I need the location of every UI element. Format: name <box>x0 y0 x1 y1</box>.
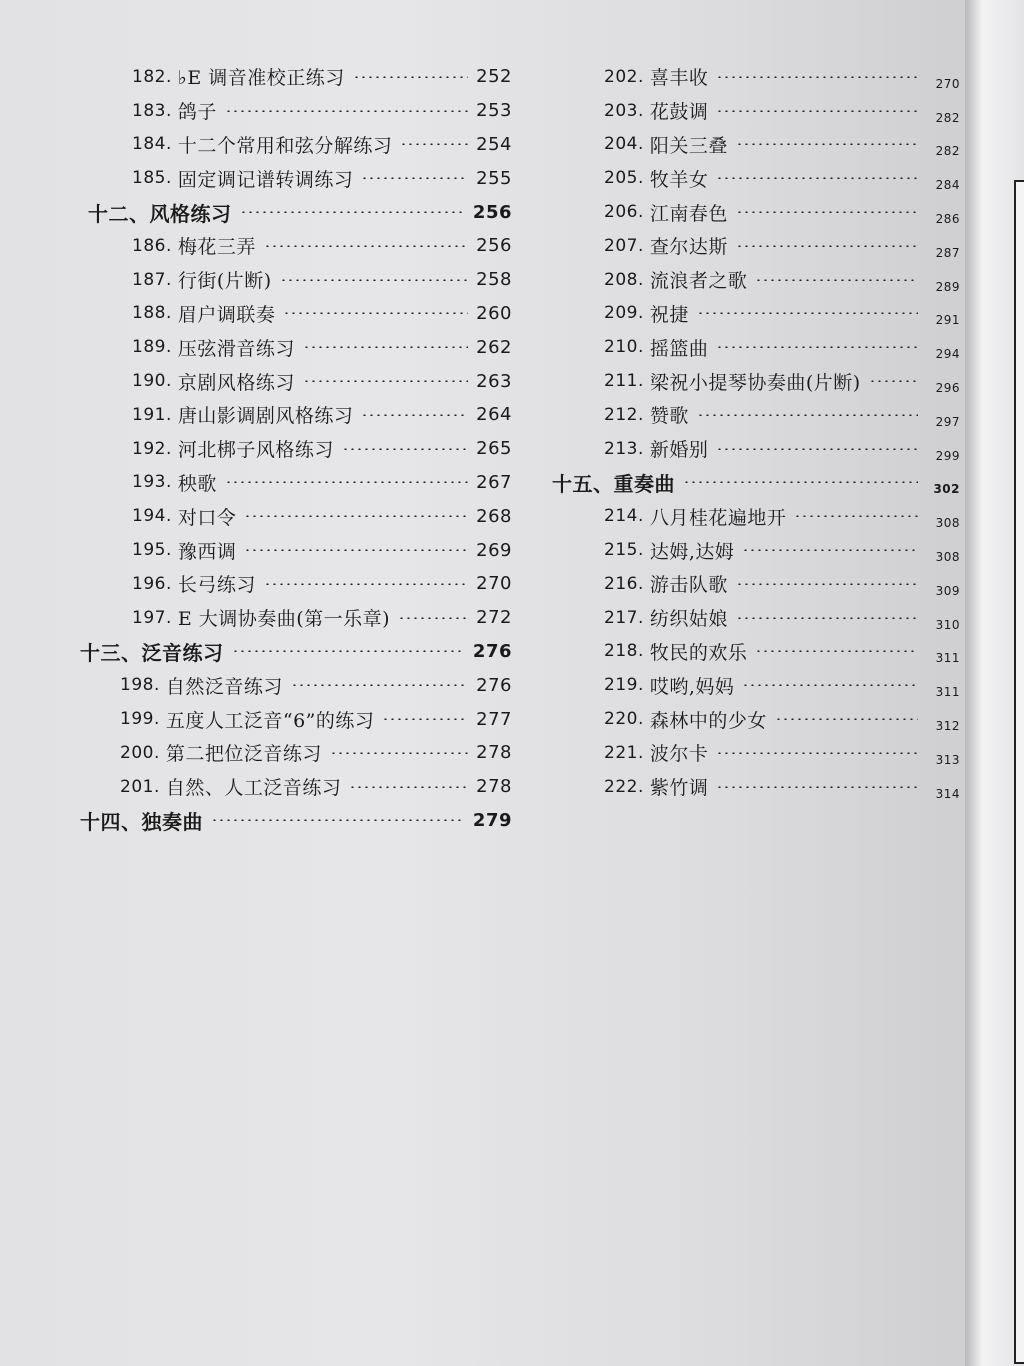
page-number: 264 <box>476 404 512 426</box>
dot-leader <box>736 583 918 585</box>
dot-leader <box>742 549 918 551</box>
entry-title: 长弓练习 <box>177 574 256 597</box>
page-number: 278 <box>476 742 512 764</box>
toc-entry <box>552 770 960 804</box>
page-number: 256 <box>476 235 512 257</box>
dot-leader <box>240 211 465 213</box>
dot-leader <box>303 346 468 348</box>
page-number: 253 <box>476 100 512 122</box>
dot-leader <box>211 819 465 821</box>
entry-title: 纺织姑娘 <box>649 608 728 631</box>
entry-number: 198. <box>120 675 160 696</box>
toc-entry <box>552 432 960 466</box>
entry-number: 191. <box>132 404 172 425</box>
entry-title: 游击队歌 <box>649 574 728 597</box>
entry-number: 183. <box>132 100 172 121</box>
page-number: 296 <box>935 381 960 396</box>
entry-number: 210. <box>604 337 644 358</box>
dot-leader <box>755 650 918 652</box>
dot-leader <box>244 549 468 551</box>
page-number: 276 <box>472 640 512 662</box>
entry-number: 209. <box>604 303 644 324</box>
toc-entry <box>80 736 512 770</box>
toc-entry <box>552 364 960 398</box>
entry-title: 查尔达斯 <box>649 236 728 259</box>
toc-entry <box>552 94 960 128</box>
entry-title: 行街(片断) <box>177 270 272 293</box>
dot-leader <box>794 515 918 517</box>
entry-title: 自然泛音练习 <box>165 675 283 698</box>
entry-title: 紫竹调 <box>649 777 709 800</box>
dot-leader <box>244 515 468 517</box>
page-number: 289 <box>935 279 960 294</box>
entry-title: 牧羊女 <box>649 168 709 191</box>
entry-number: 200. <box>120 742 160 763</box>
toc-entry <box>80 499 512 533</box>
entry-number: 204. <box>604 134 644 155</box>
dot-leader <box>697 312 918 314</box>
entry-title: 眉户调联奏 <box>177 303 276 326</box>
entry-title: 秧歌 <box>177 472 217 495</box>
page-number: 276 <box>476 674 512 696</box>
toc-section-heading <box>80 804 512 838</box>
page-number: 299 <box>935 448 960 463</box>
entry-title: ♭E 调音准校正练习 <box>177 67 345 90</box>
entry-title: 牧民的欢乐 <box>649 641 748 664</box>
entry-title: 十二个常用和弦分解练习 <box>177 134 393 157</box>
page-number: 282 <box>935 110 960 125</box>
page-number: 270 <box>935 76 960 91</box>
dot-leader <box>264 583 468 585</box>
entry-title: 阳关三叠 <box>649 134 728 157</box>
toc-entry <box>552 736 960 770</box>
entry-title: 第二把位泛音练习 <box>165 743 322 766</box>
page-number: 287 <box>935 245 960 260</box>
toc-entry <box>552 128 960 162</box>
entry-title: 梁祝小提琴协奏曲(片断) <box>649 371 861 394</box>
toc-entry <box>80 161 512 195</box>
entry-number: 194. <box>132 506 172 527</box>
dot-leader <box>775 718 918 720</box>
dot-leader <box>869 380 918 382</box>
toc-entry <box>552 702 960 736</box>
entry-title: 自然、人工泛音练习 <box>165 777 342 800</box>
entry-title: 摇篮曲 <box>649 337 709 360</box>
dot-leader <box>697 414 918 416</box>
toc-entry <box>552 398 960 432</box>
page-number: 294 <box>935 347 960 362</box>
entry-number: 217. <box>604 607 644 628</box>
dot-leader <box>716 752 918 754</box>
dot-leader <box>716 346 918 348</box>
entry-number: 206. <box>604 202 644 223</box>
entry-title: 流浪者之歌 <box>649 270 748 293</box>
page-number: 252 <box>476 66 512 88</box>
toc-entry <box>80 567 512 601</box>
entry-number: 208. <box>604 269 644 290</box>
page-number: 311 <box>935 651 960 666</box>
dot-leader <box>716 177 918 179</box>
entry-title: 十二、风格练习 <box>88 201 232 226</box>
entry-title: 喜丰收 <box>649 67 709 90</box>
dot-leader <box>225 481 468 483</box>
entry-title: 花鼓调 <box>649 101 709 124</box>
entry-number: 192. <box>132 438 172 459</box>
toc-right-column <box>552 60 960 804</box>
entry-number: 193. <box>132 472 172 493</box>
entry-number: 207. <box>604 235 644 256</box>
entry-number: 190. <box>132 371 172 392</box>
dot-leader <box>683 481 918 483</box>
dot-leader <box>716 110 918 112</box>
dot-leader <box>716 76 918 78</box>
dot-leader <box>736 143 918 145</box>
entry-number: 186. <box>132 235 172 256</box>
toc-entry <box>80 601 512 635</box>
toc-entry <box>80 432 512 466</box>
entry-number: 222. <box>604 776 644 797</box>
dot-leader <box>400 143 468 145</box>
page-number: 254 <box>476 133 512 155</box>
toc-entry <box>552 499 960 533</box>
entry-title: 唐山影调剧风格练习 <box>177 405 354 428</box>
entry-number: 199. <box>120 709 160 730</box>
dot-leader <box>716 786 918 788</box>
page-number: 268 <box>476 505 512 527</box>
dot-leader <box>225 110 468 112</box>
entry-number: 185. <box>132 168 172 189</box>
entry-number: 216. <box>604 573 644 594</box>
entry-title: 赞歌 <box>649 405 689 428</box>
entry-title: 哎哟,妈妈 <box>649 675 735 698</box>
toc-entry <box>80 533 512 567</box>
dot-leader <box>742 684 918 686</box>
dot-leader <box>349 786 468 788</box>
page-number: 310 <box>935 617 960 632</box>
entry-number: 221. <box>604 742 644 763</box>
page-number: 284 <box>935 178 960 193</box>
dot-leader <box>291 684 468 686</box>
entry-number: 215. <box>604 540 644 561</box>
dot-leader <box>361 177 468 179</box>
page-number: 277 <box>476 708 512 730</box>
page-number: 278 <box>476 776 512 798</box>
page-number: 279 <box>472 809 512 831</box>
toc-entry <box>552 330 960 364</box>
toc-entry <box>552 60 960 94</box>
entry-title: 波尔卡 <box>649 743 709 766</box>
toc-entry <box>80 263 512 297</box>
page-number: 308 <box>935 550 960 565</box>
entry-number: 212. <box>604 404 644 425</box>
dot-leader <box>280 279 468 281</box>
entry-title: 十五、重奏曲 <box>552 471 675 496</box>
entry-number: 219. <box>604 675 644 696</box>
dot-leader <box>232 650 465 652</box>
entry-title: 十四、独奏曲 <box>80 809 203 834</box>
entry-number: 195. <box>132 540 172 561</box>
entry-title: 对口令 <box>177 506 237 529</box>
page-number: 267 <box>476 471 512 493</box>
next-page-frame <box>1014 180 1024 1364</box>
entry-title: 豫西调 <box>177 540 237 563</box>
page-number: 313 <box>935 752 960 767</box>
entry-number: 203. <box>604 100 644 121</box>
entry-number: 218. <box>604 641 644 662</box>
toc-entry <box>552 297 960 331</box>
page-number: 291 <box>935 313 960 328</box>
entry-title: 鸽子 <box>177 101 217 124</box>
entry-title: 固定调记谱转调练习 <box>177 168 354 191</box>
page-number: 256 <box>472 201 512 223</box>
toc-section-heading <box>80 195 512 229</box>
page-number: 311 <box>935 685 960 700</box>
page-number: 314 <box>935 786 960 801</box>
entry-title: 河北梆子风格练习 <box>177 439 334 462</box>
entry-number: 187. <box>132 269 172 290</box>
dot-leader <box>353 76 468 78</box>
toc-entry <box>80 229 512 263</box>
toc-entry <box>552 601 960 635</box>
entry-title: 五度人工泛音“6”的练习 <box>165 709 375 732</box>
entry-title: 梅花三弄 <box>177 236 256 259</box>
page-number: 269 <box>476 539 512 561</box>
toc-entry <box>80 466 512 500</box>
toc-section-heading <box>552 466 960 500</box>
entry-number: 196. <box>132 573 172 594</box>
dot-leader <box>736 211 918 213</box>
entry-number: 184. <box>132 134 172 155</box>
entry-number: 213. <box>604 438 644 459</box>
entry-number: 211. <box>604 371 644 392</box>
page-number: 255 <box>476 167 512 189</box>
entry-number: 220. <box>604 709 644 730</box>
page-number: 272 <box>476 607 512 629</box>
entry-number: 205. <box>604 168 644 189</box>
toc-entry <box>80 668 512 702</box>
entry-number: 214. <box>604 506 644 527</box>
toc-entry <box>80 364 512 398</box>
toc-entry <box>80 770 512 804</box>
toc-left-column <box>80 60 512 837</box>
toc-entry <box>552 263 960 297</box>
entry-title: 新婚别 <box>649 439 709 462</box>
dot-leader <box>342 448 468 450</box>
entry-number: 197. <box>132 607 172 628</box>
page-number: 258 <box>476 269 512 291</box>
page-number: 270 <box>476 573 512 595</box>
page-number: 263 <box>476 370 512 392</box>
entry-number: 182. <box>132 66 172 87</box>
toc-entry <box>552 635 960 669</box>
dot-leader <box>736 617 918 619</box>
dot-leader <box>283 312 468 314</box>
toc-entry <box>80 398 512 432</box>
page-number: 302 <box>933 482 960 497</box>
toc-entry <box>80 60 512 94</box>
toc-section-heading <box>80 635 512 669</box>
page-number: 260 <box>476 302 512 324</box>
toc-entry <box>80 297 512 331</box>
dot-leader <box>361 414 468 416</box>
entry-title: 八月桂花遍地开 <box>649 506 787 529</box>
toc-entry <box>552 229 960 263</box>
dot-leader <box>382 718 468 720</box>
toc-entry <box>552 668 960 702</box>
page-number: 309 <box>935 583 960 598</box>
entry-title: 江南春色 <box>649 202 728 225</box>
toc-entry <box>80 94 512 128</box>
entry-number: 201. <box>120 776 160 797</box>
page-number: 262 <box>476 336 512 358</box>
entry-title: 达姆,达姆 <box>649 540 735 563</box>
page-number: 286 <box>935 212 960 227</box>
entry-number: 188. <box>132 303 172 324</box>
toc-entry <box>552 161 960 195</box>
dot-leader <box>716 448 918 450</box>
toc-entry <box>80 702 512 736</box>
entry-title: 京剧风格练习 <box>177 371 295 394</box>
entry-number: 189. <box>132 337 172 358</box>
entry-title: 森林中的少女 <box>649 709 767 732</box>
page-number: 282 <box>935 144 960 159</box>
dot-leader <box>330 752 468 754</box>
dot-leader <box>303 380 468 382</box>
entry-number: 202. <box>604 66 644 87</box>
toc-entry <box>80 128 512 162</box>
dot-leader <box>398 617 468 619</box>
dot-leader <box>755 279 918 281</box>
page-number: 297 <box>935 414 960 429</box>
dot-leader <box>264 245 468 247</box>
toc-entry <box>552 567 960 601</box>
page-number: 312 <box>935 719 960 734</box>
toc-entry <box>552 195 960 229</box>
dot-leader <box>736 245 918 247</box>
toc-entry <box>552 533 960 567</box>
entry-title: 祝捷 <box>649 303 689 326</box>
page-number: 308 <box>935 516 960 531</box>
entry-title: 压弦滑音练习 <box>177 337 295 360</box>
entry-title: E 大调协奏曲(第一乐章) <box>177 608 391 631</box>
toc-entry <box>80 330 512 364</box>
entry-title: 十三、泛音练习 <box>80 640 224 665</box>
page-number: 265 <box>476 438 512 460</box>
